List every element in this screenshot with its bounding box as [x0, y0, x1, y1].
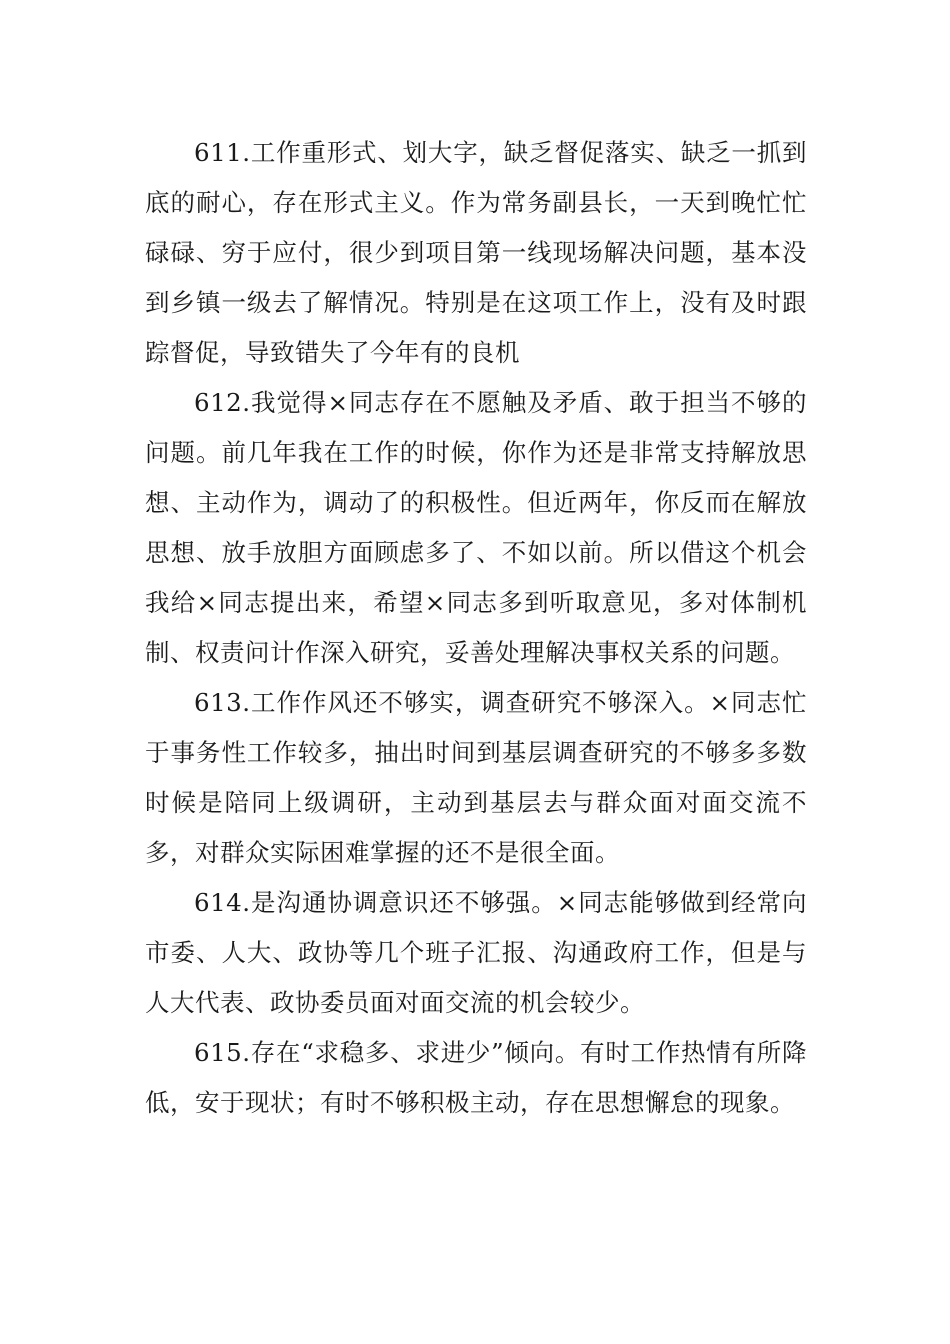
paragraph-number: 614.: [194, 888, 251, 917]
paragraph-text: 工作重形式、划大字，缺乏督促落实、缺乏一抓到底的耐心，存在形式主义。作为常务副县长，一天到晚忙忙碌碌、穷于应付，很少到项目第一线现场解决问题，基本没到乡镇一级去了解情况。特别是在这项工作上，没有及时跟踪督促，导致错失了今年有的良机: [145, 138, 807, 367]
paragraph-text: 工作作风还不够实，调查研究不够深入。×同志忙于事务性工作较多，抽出时间到基层调查研究的不够多多数时候是陪同上级调研，主动到基层去与群众面对面交流不多，对群众实际困难掌握的还不是很全面。: [145, 688, 807, 867]
paragraph-text: 存在“求稳多、求进少”倾向。有时工作热情有所降低，安于现状；有时不够积极主动，存在思想懈怠的现象。: [145, 1038, 807, 1117]
document-page: [145, 128, 807, 1128]
paragraph-613: [145, 678, 807, 878]
paragraph-number: 613.: [194, 688, 251, 717]
paragraph-611: [145, 128, 807, 378]
paragraph-number: 612.: [194, 388, 251, 417]
paragraph-text: 是沟通协调意识还不够强。×同志能够做到经常向市委、人大、政协等几个班子汇报、沟通政府工作，但是与人大代表、政协委员面对面交流的机会较少。: [145, 888, 807, 1017]
paragraph-number: 615.: [194, 1038, 251, 1067]
paragraph-612: [145, 378, 807, 678]
paragraph-615: [145, 1028, 807, 1128]
paragraph-614: [145, 878, 807, 1028]
paragraph-text: 我觉得×同志存在不愿触及矛盾、敢于担当不够的问题。前几年我在工作的时候，你作为还是非常支持解放思想、主动作为，调动了的积极性。但近两年，你反而在解放思想、放手放胆方面顾虑多了、不如以前。所以借这个机会我给×同志提出来，希望×同志多到听取意见，多对体制机制、权责问计作深入研究，妥善处理解决事权关系的问题。: [145, 388, 807, 667]
paragraph-number: 611.: [194, 138, 251, 167]
